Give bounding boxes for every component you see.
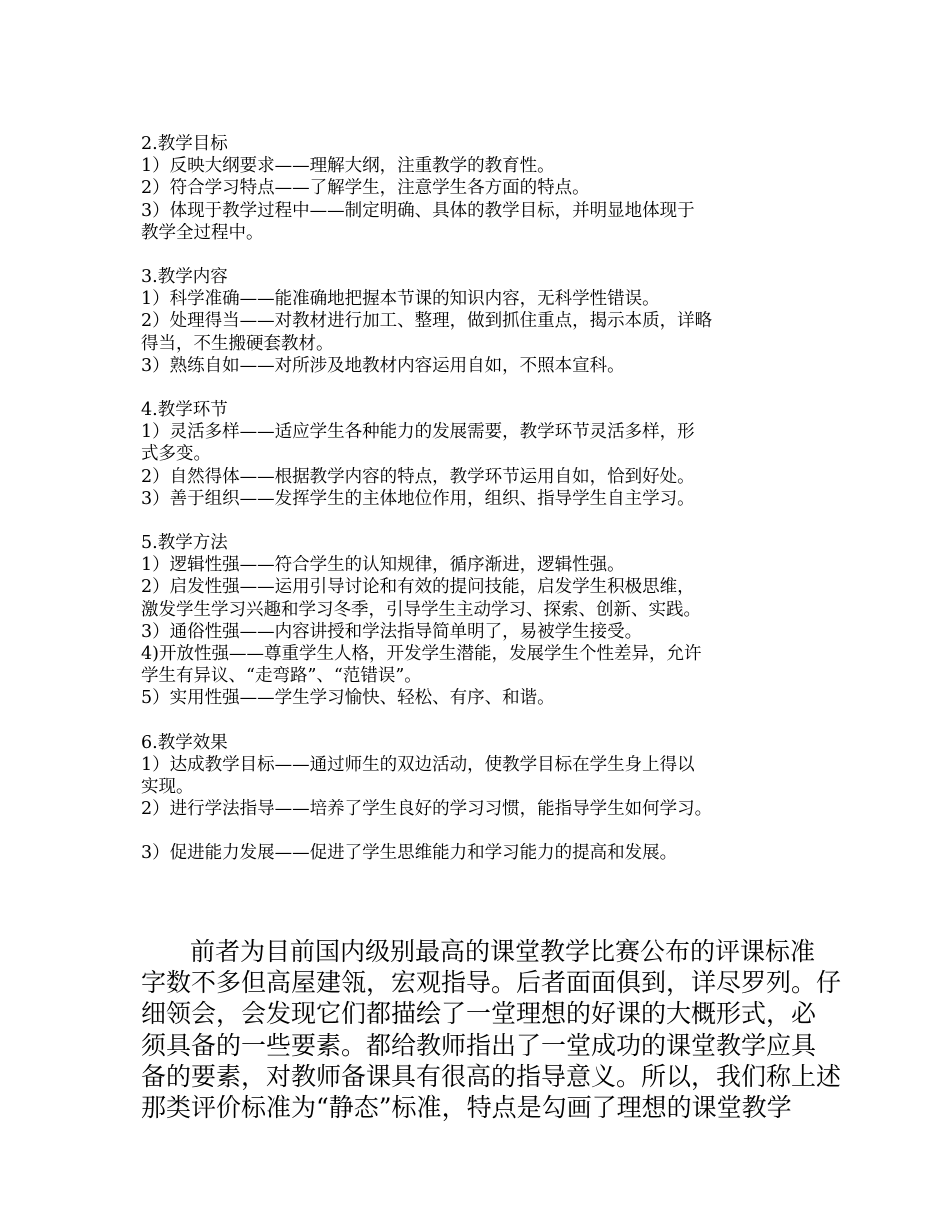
paragraph-line: 前者为目前国内级别最高的课堂教学比赛公布的评课标准 bbox=[190, 937, 816, 966]
paragraph-line: 字数不多但高屋建瓴，宏观指导。后者面面俱到，详尽罗列。仔 bbox=[141, 968, 842, 998]
section-heading: 5.教学方法 bbox=[141, 533, 228, 554]
section-heading: 6.教学效果 bbox=[141, 732, 228, 753]
list-item: 2）进行学法指导——培养了学生良好的学习习惯，能指导学生如何学习。 bbox=[141, 799, 713, 820]
list-item-continuation: 学生有异议、“走弯路”、“范错误”。 bbox=[141, 666, 422, 687]
list-item: 2）启发性强——运用引导讨论和有效的提问技能，启发学生积极思维， bbox=[141, 577, 695, 598]
section-teaching-effect bbox=[141, 732, 831, 865]
list-item: 1）反映大纲要求——理解大纲，注重教学的教育性。 bbox=[141, 156, 555, 177]
list-item-continuation: 实现。 bbox=[141, 777, 194, 798]
list-item-continuation: 式多变。 bbox=[141, 444, 211, 465]
criteria-list bbox=[141, 133, 831, 887]
list-item: 3）促进能力发展——促进了学生思维能力和学习能力的提高和发展。 bbox=[141, 843, 678, 864]
body-paragraph bbox=[141, 936, 842, 1123]
list-item: 1）科学准确——能准确地把握本节课的知识内容，无科学性错误。 bbox=[141, 289, 660, 310]
list-item: 3）善于组织——发挥学生的主体地位作用，组织、指导学生自主学习。 bbox=[141, 488, 695, 509]
list-item: 3）熟练自如——对所涉及地教材内容运用自如，不照本宣科。 bbox=[141, 355, 625, 376]
paragraph-line: 须具备的一些要素。都给教师指出了一堂成功的课堂教学应具 bbox=[141, 1030, 817, 1060]
list-item: 1）逻辑性强——符合学生的认知规律，循序渐进，逻辑性强。 bbox=[141, 555, 625, 576]
list-item-continuation: 得当，不生搬硬套教材。 bbox=[141, 333, 334, 354]
list-item: 5）实用性强——学生学习愉快、轻松、有序、和谐。 bbox=[141, 688, 555, 709]
blank-line bbox=[141, 820, 831, 842]
section-heading: 2.教学目标 bbox=[141, 134, 228, 154]
list-item: 4)开放性强——尊重学生人格，开发学生潜能，发展学生个性差异，允许 bbox=[141, 644, 702, 665]
section-teaching-methods bbox=[141, 532, 831, 710]
paragraph-line: 细领会，会发现它们都描绘了一堂理想的好课的大概形式，必 bbox=[141, 999, 817, 1029]
section-heading: 4.教学环节 bbox=[141, 400, 228, 421]
list-item: 1）灵活多样——适应学生各种能力的发展需要，教学环节灵活多样，形 bbox=[141, 422, 695, 443]
list-item: 3）通俗性强——内容讲授和学法指导简单明了，易被学生接受。 bbox=[141, 621, 643, 642]
section-teaching-steps bbox=[141, 399, 831, 510]
list-item: 2）符合学习特点——了解学生，注意学生各方面的特点。 bbox=[141, 178, 590, 199]
list-item-continuation: 教学全过程中。 bbox=[141, 222, 264, 243]
list-item: 3）体现于教学过程中——制定明确、具体的教学目标，并明显地体现于 bbox=[141, 200, 695, 221]
list-item: 1）达成教学目标——通过师生的双边活动，使教学目标在学生身上得以 bbox=[141, 754, 695, 775]
section-heading: 3.教学内容 bbox=[141, 267, 228, 288]
section-teaching-content bbox=[141, 266, 831, 377]
list-item-continuation: 激发学生学习兴趣和学习冬季，引导学生主动学习、探索、创新、实践。 bbox=[141, 599, 701, 620]
paragraph-line: 那类评价标准为“静态”标准，特点是勾画了理想的课堂教学 bbox=[141, 1093, 792, 1123]
paragraph-line: 备的要素，对教师备课具有很高的指导意义。所以，我们称上述 bbox=[141, 1061, 842, 1091]
list-item: 2）处理得当——对教材进行加工、整理，做到抓住重点，揭示本质，详略 bbox=[141, 311, 713, 332]
list-item: 2）自然得体——根据教学内容的特点，教学环节运用自如，恰到好处。 bbox=[141, 466, 695, 487]
section-teaching-goals bbox=[141, 133, 831, 244]
